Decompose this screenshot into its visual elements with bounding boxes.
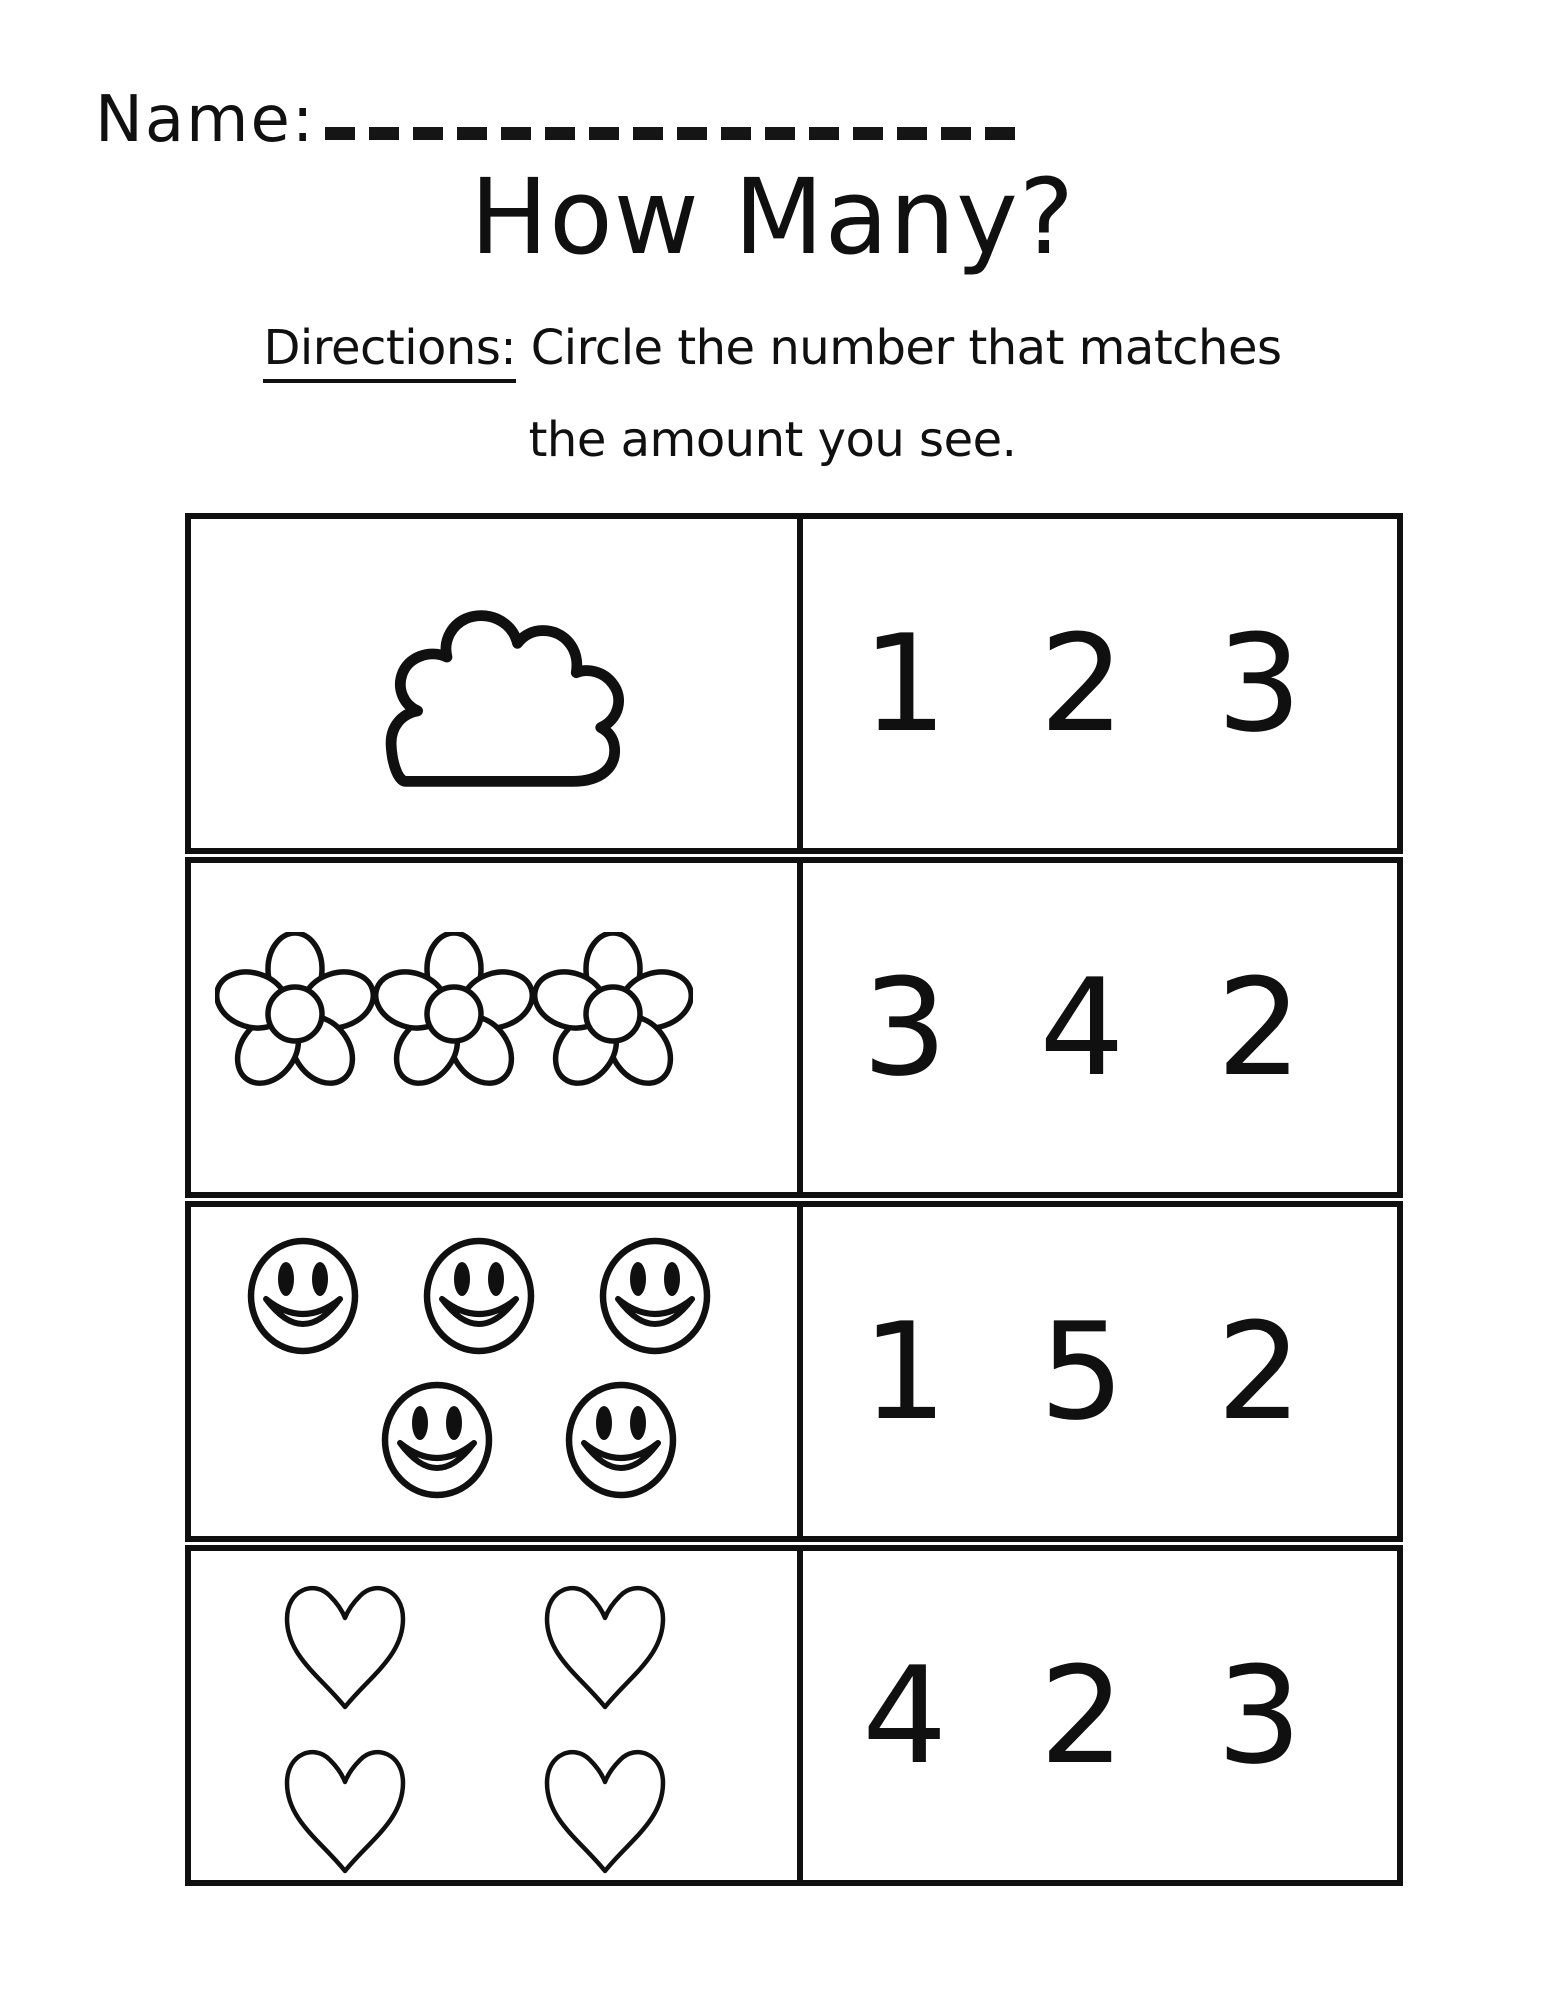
options-cell-row3	[797, 1201, 1403, 1542]
directions-line2: the amount you see.	[528, 411, 1017, 468]
answer-option[interactable]: 2	[1216, 949, 1302, 1106]
shape-cell-cloud	[185, 513, 797, 854]
name-label: Name:	[95, 83, 316, 157]
table-row-smileys	[185, 1201, 1403, 1542]
directions-line1	[0, 320, 1545, 378]
name-row	[95, 83, 1023, 157]
directions	[0, 320, 1545, 469]
flower-icon	[215, 932, 375, 1090]
answer-option[interactable]: 4	[1039, 949, 1125, 1106]
smiley-icon	[247, 1237, 359, 1355]
directions-label: Directions:	[263, 320, 516, 383]
table-row-hearts	[185, 1545, 1403, 1886]
cloud-icon	[311, 610, 677, 801]
answer-option[interactable]: 4	[862, 1637, 948, 1794]
answer-option[interactable]: 1	[862, 1293, 948, 1450]
shape-cell-smileys	[185, 1201, 797, 1542]
options-cell-row1	[797, 513, 1403, 854]
options-cell-row2	[797, 857, 1403, 1198]
answer-option[interactable]: 3	[1216, 1637, 1302, 1794]
worksheet-table	[185, 513, 1403, 1886]
heart-icon	[271, 1567, 419, 1713]
smiley-icon	[565, 1381, 677, 1499]
answer-option[interactable]: 2	[1039, 1637, 1125, 1794]
answer-option[interactable]: 3	[1216, 605, 1302, 762]
answer-option[interactable]: 5	[1039, 1293, 1125, 1450]
table-row-cloud	[185, 513, 1403, 854]
shape-cell-hearts	[185, 1545, 797, 1886]
table-row-flowers	[185, 857, 1403, 1198]
smiley-icon	[381, 1381, 493, 1499]
heart-icon	[531, 1567, 679, 1713]
answer-option[interactable]: 2	[1216, 1293, 1302, 1450]
name-blank-line[interactable]	[325, 127, 1023, 140]
shape-cell-flowers	[185, 857, 797, 1198]
answer-option[interactable]: 1	[862, 605, 948, 762]
options-cell-row4	[797, 1545, 1403, 1886]
flower-icon	[374, 932, 534, 1090]
smiley-icon	[599, 1237, 711, 1355]
answer-option[interactable]: 2	[1039, 605, 1125, 762]
directions-text: Circle the number that matches	[530, 320, 1282, 376]
smiley-icon	[423, 1237, 535, 1355]
page-title: How Many?	[469, 156, 1076, 278]
heart-icon	[271, 1731, 419, 1877]
heart-icon	[531, 1731, 679, 1877]
flower-icon	[533, 932, 693, 1090]
answer-option[interactable]: 3	[862, 949, 948, 1106]
